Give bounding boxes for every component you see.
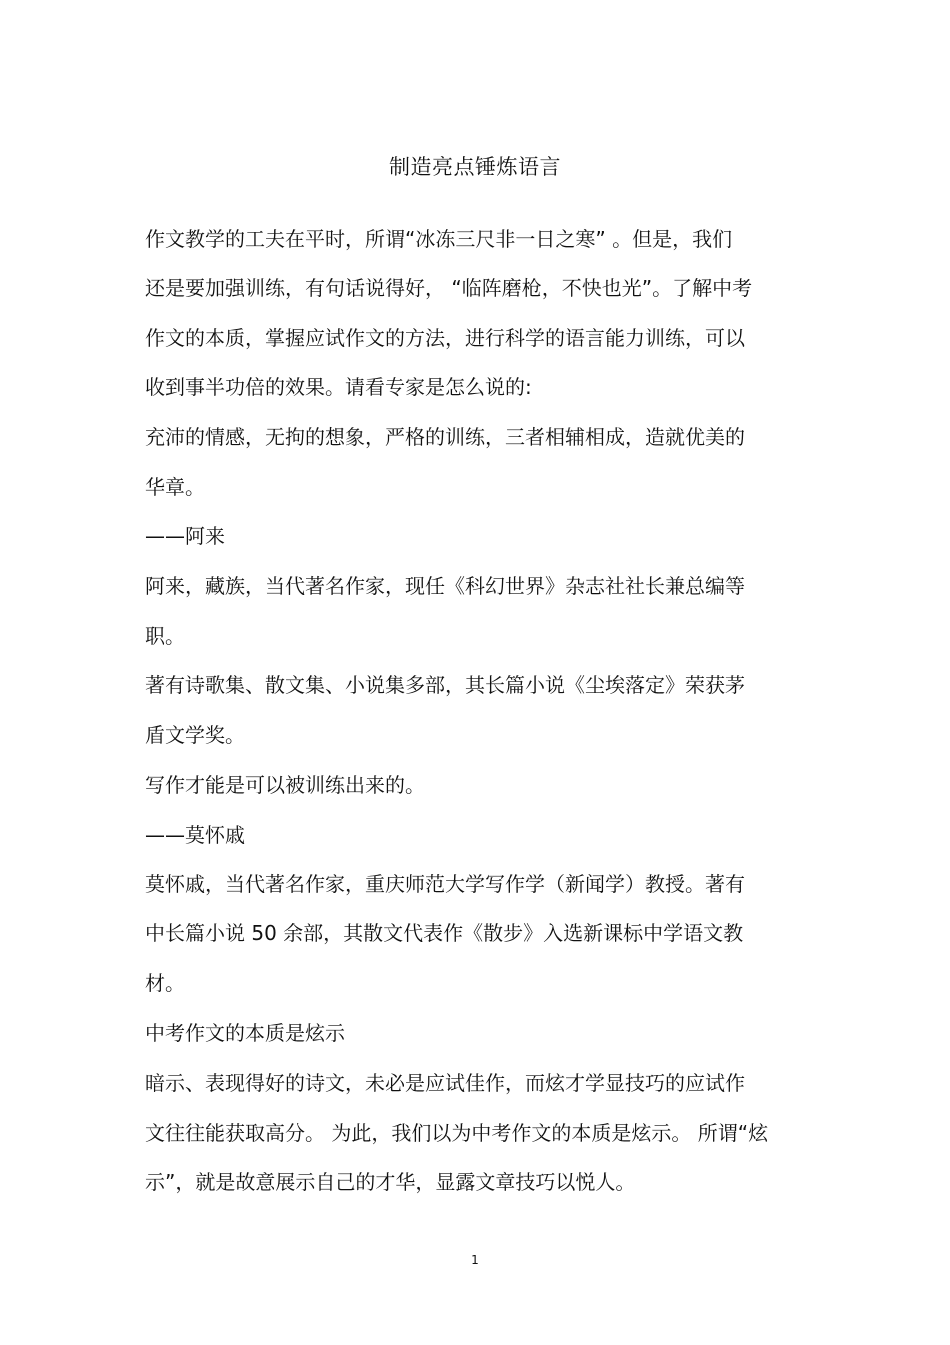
page-number: 1 (471, 1253, 479, 1267)
body-line-19: 文往往能获取高分。 为此，我们以为中考作文的本质是炫示。 所谓“炫 (145, 1121, 769, 1145)
body-line-10: 著有诗歌集、散文集、小说集多部，其长篇小说《尘埃落定》荣获茅 (145, 673, 745, 697)
body-line-16: 材。 (145, 971, 185, 995)
body-line-11: 盾文学奖。 (145, 723, 245, 747)
body-line-15: 中长篇小说 50 余部，其散文代表作《散步》入选新课标中学语文教 (145, 921, 744, 945)
body-line-4: 收到事半功倍的效果。请看专家是怎么说的: (145, 375, 532, 399)
body-line-12: 写作才能是可以被训练出来的。 (145, 773, 425, 797)
body-line-3: 作文的本质，掌握应试作文的方法，进行科学的语言能力训练，可以 (145, 326, 745, 350)
document-title: 制造亮点锤炼语言 (389, 155, 561, 179)
body-line-2: 还是要加强训练，有句话说得好， “临阵磨枪，不快也光”。了解中考 (145, 276, 753, 300)
attribution-alai: ——阿来 (145, 524, 225, 548)
body-line-5: 充沛的情感，无拘的想象，严格的训练，三者相辅相成，造就优美的 (145, 425, 745, 449)
attribution-mohuaiqi: ——莫怀戚 (145, 823, 245, 847)
body-line-6: 华章。 (145, 475, 205, 499)
section-heading: 中考作文的本质是炫示 (145, 1021, 345, 1045)
body-line-1: 作文教学的工夫在平时，所谓“冰冻三尺非一日之寒” 。但是，我们 (145, 227, 733, 251)
body-line-8: 阿来，藏族，当代著名作家，现任《科幻世界》杂志社社长兼总编等 (145, 574, 745, 598)
body-line-9: 职。 (145, 624, 185, 648)
body-line-14: 莫怀戚，当代著名作家，重庆师范大学写作学（新闻学）教授。著有 (145, 872, 745, 896)
body-line-20: 示”，就是故意展示自己的才华，显露文章技巧以悦人。 (145, 1170, 636, 1194)
body-line-18: 暗示、表现得好的诗文，未必是应试佳作，而炫才学显技巧的应试作 (145, 1071, 745, 1095)
